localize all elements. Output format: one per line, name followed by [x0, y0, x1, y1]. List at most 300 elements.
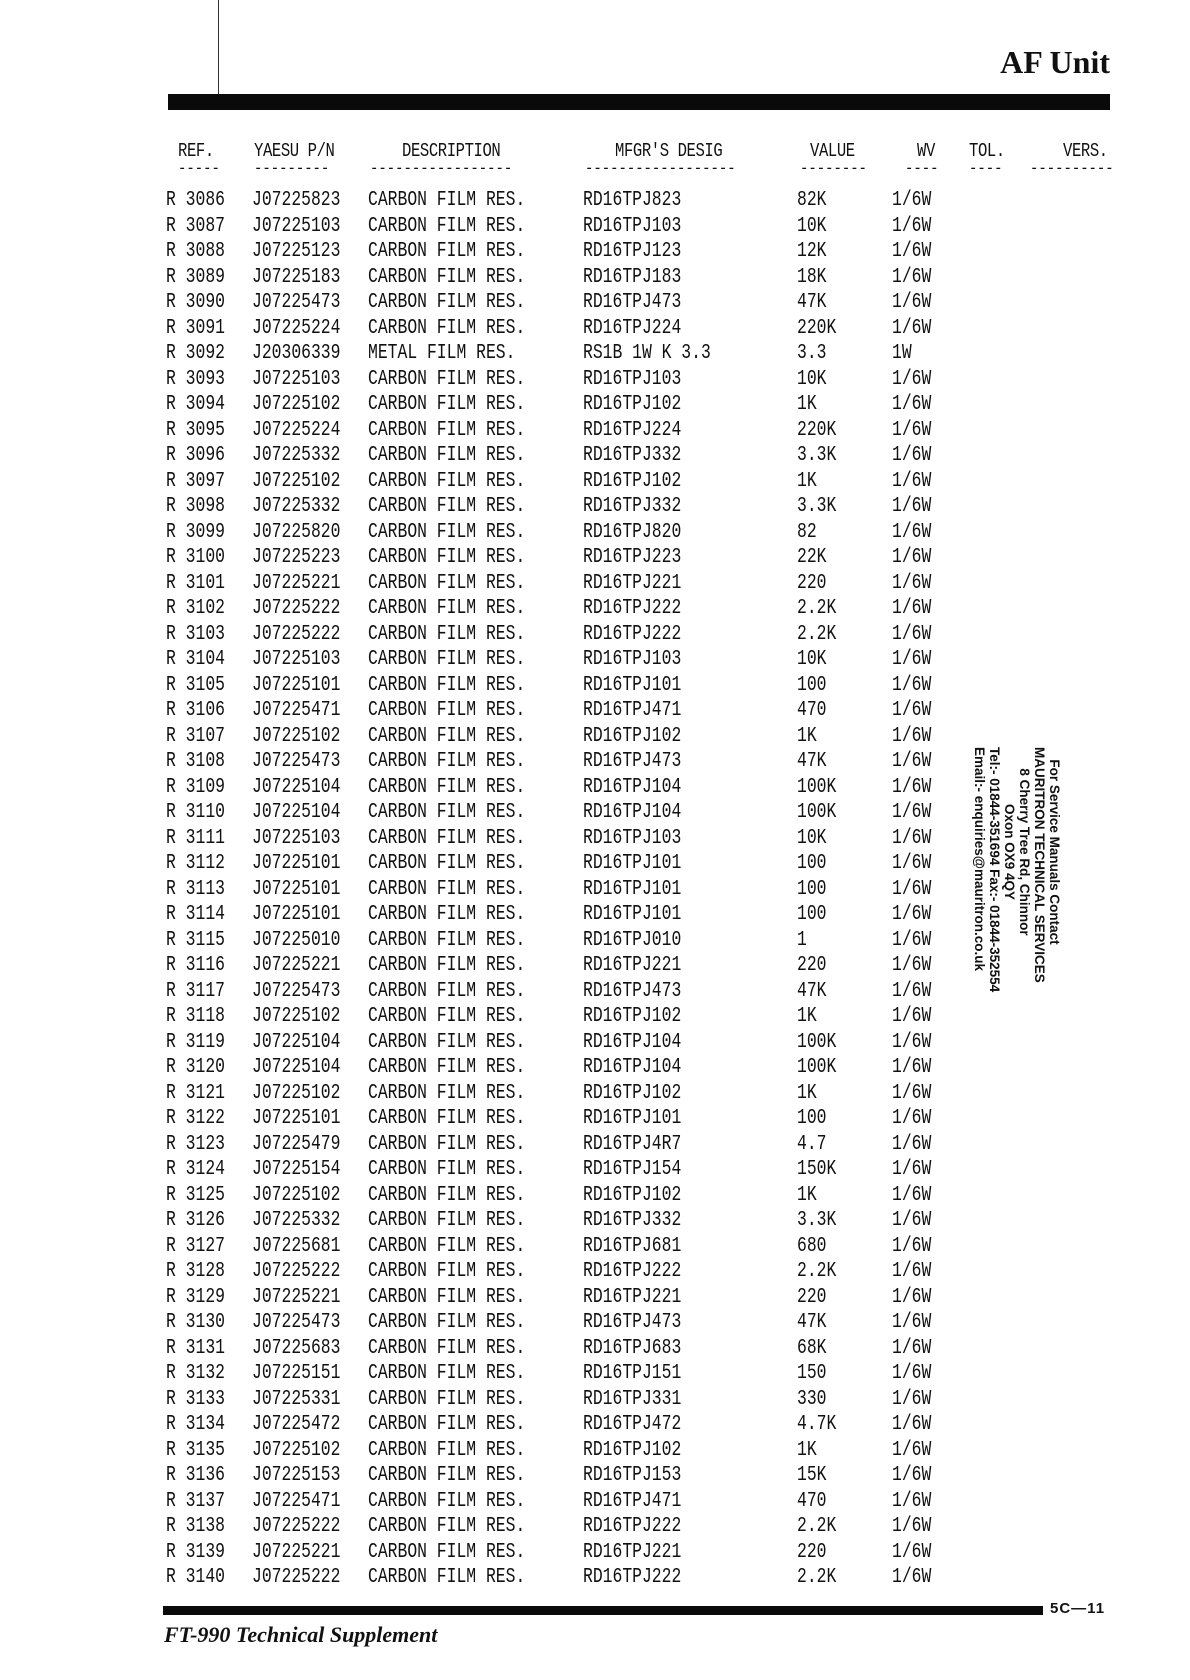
ref-cell: R 3114 — [166, 903, 225, 926]
description-cell: CARBON FILM RES. — [368, 444, 526, 467]
part-number-cell: J07225224 — [252, 418, 341, 442]
table-row — [0, 1132, 1190, 1158]
description-cell: CARBON FILM RES. — [368, 928, 526, 952]
value-cell: 220K — [797, 316, 837, 340]
value-cell: 2.2K — [797, 1260, 837, 1283]
description-cell: CARBON FILM RES. — [368, 214, 526, 238]
mfgr-desig-cell: RD16TPJ473 — [583, 979, 682, 1003]
value-cell: 3.3 — [797, 342, 827, 365]
mfgr-desig-cell: RD16TPJ221 — [583, 571, 682, 595]
part-number-cell: J07225820 — [252, 520, 341, 544]
table-row — [0, 443, 1190, 469]
value-cell: 4.7K — [797, 1413, 837, 1436]
wattage-cell: 1/6W — [892, 240, 932, 263]
description-cell: CARBON FILM RES. — [368, 597, 526, 620]
table-row — [0, 1361, 1190, 1387]
ref-cell: R 3108 — [166, 750, 225, 773]
part-number-cell: J07225221 — [252, 571, 341, 595]
part-number-cell: J07225221 — [252, 1540, 341, 1564]
description-cell: CARBON FILM RES. — [368, 1311, 526, 1334]
part-number-cell: J07225471 — [252, 1489, 341, 1513]
ref-cell: R 3106 — [166, 699, 225, 722]
value-cell: 330 — [797, 1387, 827, 1411]
wattage-cell: 1/6W — [892, 495, 932, 518]
value-cell: 2.2K — [797, 622, 837, 646]
part-number-cell: J07225683 — [252, 1336, 341, 1360]
ref-cell: R 3119 — [166, 1030, 225, 1054]
table-row — [0, 1234, 1190, 1260]
part-number-cell: J07225102 — [252, 724, 341, 748]
wattage-cell: 1/6W — [892, 1260, 932, 1283]
stamp-line: Oxon OX9 4QY — [1002, 803, 1017, 901]
wattage-cell: 1/6W — [892, 571, 932, 595]
table-row — [0, 647, 1190, 673]
value-cell: 100 — [797, 673, 827, 697]
wattage-cell: 1/6W — [892, 979, 932, 1003]
ref-cell: R 3096 — [166, 444, 225, 467]
description-cell: CARBON FILM RES. — [368, 367, 526, 391]
col-dash-pn: --------- — [254, 160, 330, 179]
table-row — [0, 214, 1190, 240]
ref-cell: R 3093 — [166, 367, 225, 391]
ref-cell: R 3097 — [166, 469, 225, 493]
mfgr-desig-cell: RD16TPJ224 — [583, 316, 682, 340]
col-dash-vers: ---------- — [1030, 160, 1114, 179]
wattage-cell: 1/6W — [892, 444, 932, 467]
wattage-cell: 1/6W — [892, 1515, 932, 1538]
value-cell: 15K — [797, 1464, 827, 1487]
ref-cell: R 3120 — [166, 1056, 225, 1079]
part-number-cell: J07225104 — [252, 1030, 341, 1054]
part-number-cell: J07225101 — [252, 1107, 341, 1130]
part-number-cell: J07225102 — [252, 1005, 341, 1028]
part-number-cell: J07225823 — [252, 189, 341, 212]
part-number-cell: J07225102 — [252, 469, 341, 493]
value-cell: 220 — [797, 1540, 827, 1564]
col-header-mfgr: MFGR'S DESIG — [615, 140, 723, 162]
mfgr-desig-cell: RD16TPJ820 — [583, 520, 682, 544]
wattage-cell: 1/6W — [892, 954, 932, 977]
mfgr-desig-cell: RD16TPJ331 — [583, 1387, 682, 1411]
table-row — [0, 673, 1190, 699]
part-number-cell: J07225103 — [252, 367, 341, 391]
stamp-line: 8 Cherry Tree Rd, Chinnor — [1017, 768, 1032, 936]
description-cell: CARBON FILM RES. — [368, 1056, 526, 1079]
ref-cell: R 3118 — [166, 1005, 225, 1028]
mfgr-desig-cell: RD16TPJ221 — [583, 1285, 682, 1309]
mfgr-desig-cell: RD16TPJ103 — [583, 367, 682, 391]
mfgr-desig-cell: RD16TPJ471 — [583, 1489, 682, 1513]
value-cell: 1 — [797, 928, 807, 952]
table-row — [0, 1004, 1190, 1030]
ref-cell: R 3102 — [166, 597, 225, 620]
page-title: AF Unit — [1000, 44, 1110, 80]
value-cell: 100K — [797, 1056, 837, 1079]
part-number-cell: J07225681 — [252, 1234, 341, 1258]
wattage-cell: 1/6W — [892, 775, 932, 799]
ref-cell: R 3133 — [166, 1387, 225, 1411]
description-cell: CARBON FILM RES. — [368, 801, 526, 824]
value-cell: 220 — [797, 571, 827, 595]
table-row — [0, 1055, 1190, 1081]
description-cell: CARBON FILM RES. — [368, 699, 526, 722]
table-row — [0, 596, 1190, 622]
description-cell: CARBON FILM RES. — [368, 1030, 526, 1054]
description-cell: CARBON FILM RES. — [368, 1566, 526, 1589]
description-cell: CARBON FILM RES. — [368, 418, 526, 442]
wattage-cell: 1/6W — [892, 1158, 932, 1181]
description-cell: CARBON FILM RES. — [368, 775, 526, 799]
wattage-cell: 1/6W — [892, 928, 932, 952]
table-row — [0, 418, 1190, 444]
table-row — [0, 239, 1190, 265]
part-number-cell: J07225332 — [252, 495, 341, 518]
description-cell: CARBON FILM RES. — [368, 826, 526, 850]
part-number-cell: J07225222 — [252, 622, 341, 646]
stamp-line: Tel:- 01844-351694 Fax:- 01844-352554 — [987, 747, 1002, 993]
table-row — [0, 1438, 1190, 1464]
ref-cell: R 3101 — [166, 571, 225, 595]
value-cell: 2.2K — [797, 597, 837, 620]
description-cell: CARBON FILM RES. — [368, 954, 526, 977]
wattage-cell: 1/6W — [892, 1183, 932, 1207]
part-number-cell: J07225332 — [252, 444, 341, 467]
part-number-cell: J20306339 — [252, 342, 341, 365]
stamp-line: Email:- enquiries@mauritron.co.uk — [972, 747, 987, 971]
table-row — [0, 1259, 1190, 1285]
mfgr-desig-cell: RS1B 1W K 3.3 — [583, 342, 711, 365]
value-cell: 220K — [797, 418, 837, 442]
col-dash-desc: ----------------- — [370, 160, 513, 179]
description-cell: CARBON FILM RES. — [368, 520, 526, 544]
description-cell: CARBON FILM RES. — [368, 750, 526, 773]
mfgr-desig-cell: RD16TPJ681 — [583, 1234, 682, 1258]
mfgr-desig-cell: RD16TPJ102 — [583, 1005, 682, 1028]
wattage-cell: 1/6W — [892, 1285, 932, 1309]
ref-cell: R 3129 — [166, 1285, 225, 1309]
wattage-cell: 1/6W — [892, 469, 932, 493]
ref-cell: R 3095 — [166, 418, 225, 442]
wattage-cell: 1/6W — [892, 1030, 932, 1054]
table-row — [0, 1412, 1190, 1438]
table-row — [0, 1157, 1190, 1183]
mfgr-desig-cell: RD16TPJ104 — [583, 1030, 682, 1054]
description-cell: CARBON FILM RES. — [368, 1081, 526, 1105]
table-row — [0, 265, 1190, 291]
part-number-cell: J07225102 — [252, 1081, 341, 1105]
description-cell: CARBON FILM RES. — [368, 189, 526, 212]
mfgr-desig-cell: RD16TPJ473 — [583, 291, 682, 314]
mfgr-desig-cell: RD16TPJ103 — [583, 648, 682, 671]
value-cell: 100 — [797, 877, 827, 901]
col-header-value: VALUE — [810, 140, 855, 162]
part-number-cell: J07225104 — [252, 775, 341, 799]
ref-cell: R 3113 — [166, 877, 225, 901]
description-cell: CARBON FILM RES. — [368, 393, 526, 416]
ref-cell: R 3127 — [166, 1234, 225, 1258]
table-row — [0, 1514, 1190, 1540]
part-number-cell: J07225103 — [252, 648, 341, 671]
mfgr-desig-cell: RD16TPJ101 — [583, 673, 682, 697]
ref-cell: R 3115 — [166, 928, 225, 952]
value-cell: 1K — [797, 1005, 817, 1028]
description-cell: CARBON FILM RES. — [368, 316, 526, 340]
mfgr-desig-cell: RD16TPJ332 — [583, 495, 682, 518]
wattage-cell: 1/6W — [892, 520, 932, 544]
wattage-cell: 1/6W — [892, 852, 932, 875]
description-cell: CARBON FILM RES. — [368, 1413, 526, 1436]
description-cell: CARBON FILM RES. — [368, 1387, 526, 1411]
part-number-cell: J07225224 — [252, 316, 341, 340]
header-rule — [168, 94, 1110, 110]
ref-cell: R 3126 — [166, 1209, 225, 1232]
value-cell: 47K — [797, 1311, 827, 1334]
description-cell: CARBON FILM RES. — [368, 1540, 526, 1564]
wattage-cell: 1/6W — [892, 826, 932, 850]
value-cell: 150 — [797, 1362, 827, 1385]
wattage-cell: 1/6W — [892, 189, 932, 212]
mfgr-desig-cell: RD16TPJ104 — [583, 801, 682, 824]
col-header-ref: REF. — [178, 140, 214, 162]
mfgr-desig-cell: RD16TPJ102 — [583, 1081, 682, 1105]
mfgr-desig-cell: RD16TPJ223 — [583, 546, 682, 569]
table-row — [0, 1387, 1190, 1413]
table-row — [0, 1208, 1190, 1234]
part-number-cell: J07225471 — [252, 699, 341, 722]
part-number-cell: J07225104 — [252, 801, 341, 824]
ref-cell: R 3086 — [166, 189, 225, 212]
mfgr-desig-cell: RD16TPJ101 — [583, 877, 682, 901]
part-number-cell: J07225103 — [252, 826, 341, 850]
wattage-cell: 1/6W — [892, 597, 932, 620]
part-number-cell: J07225472 — [252, 1413, 341, 1436]
description-cell: CARBON FILM RES. — [368, 1438, 526, 1462]
ref-cell: R 3122 — [166, 1107, 225, 1130]
description-cell: CARBON FILM RES. — [368, 1209, 526, 1232]
part-number-cell: J07225223 — [252, 546, 341, 569]
part-number-cell: J07225473 — [252, 1311, 341, 1334]
value-cell: 680 — [797, 1234, 827, 1258]
wattage-cell: 1/6W — [892, 1464, 932, 1487]
table-row — [0, 290, 1190, 316]
part-number-cell: J07225473 — [252, 291, 341, 314]
value-cell: 1K — [797, 469, 817, 493]
mfgr-desig-cell: RD16TPJ153 — [583, 1464, 682, 1487]
wattage-cell: 1/6W — [892, 265, 932, 289]
table-row — [0, 1463, 1190, 1489]
mfgr-desig-cell: RD16TPJ151 — [583, 1362, 682, 1385]
mfgr-desig-cell: RD16TPJ224 — [583, 418, 682, 442]
ref-cell: R 3138 — [166, 1515, 225, 1538]
wattage-cell: 1/6W — [892, 1005, 932, 1028]
ref-cell: R 3092 — [166, 342, 225, 365]
value-cell: 1K — [797, 1081, 817, 1105]
wattage-cell: 1/6W — [892, 393, 932, 416]
table-row — [0, 698, 1190, 724]
ref-cell: R 3103 — [166, 622, 225, 646]
table-row — [0, 1336, 1190, 1362]
description-cell: CARBON FILM RES. — [368, 903, 526, 926]
mfgr-desig-cell: RD16TPJ102 — [583, 1183, 682, 1207]
stamp-line: MAURITRON TECHNICAL SERVICES — [1032, 747, 1047, 983]
value-cell: 82K — [797, 189, 827, 212]
value-cell: 3.3K — [797, 444, 837, 467]
table-row — [0, 1106, 1190, 1132]
wattage-cell: 1/6W — [892, 648, 932, 671]
mfgr-desig-cell: RD16TPJ102 — [583, 724, 682, 748]
part-number-cell: J07225101 — [252, 852, 341, 875]
mfgr-desig-cell: RD16TPJ222 — [583, 597, 682, 620]
wattage-cell: 1/6W — [892, 1056, 932, 1079]
table-row — [0, 1081, 1190, 1107]
description-cell: CARBON FILM RES. — [368, 495, 526, 518]
part-number-cell: J07225010 — [252, 928, 341, 952]
wattage-cell: 1/6W — [892, 699, 932, 722]
ref-cell: R 3087 — [166, 214, 225, 238]
part-number-cell: J07225153 — [252, 1464, 341, 1487]
table-row — [0, 316, 1190, 342]
description-cell: CARBON FILM RES. — [368, 852, 526, 875]
value-cell: 2.2K — [797, 1515, 837, 1538]
ref-cell: R 3128 — [166, 1260, 225, 1283]
table-row — [0, 545, 1190, 571]
table-row — [0, 520, 1190, 546]
value-cell: 47K — [797, 979, 827, 1003]
table-row — [0, 188, 1190, 214]
ref-cell: R 3091 — [166, 316, 225, 340]
table-row — [0, 469, 1190, 495]
value-cell: 150K — [797, 1158, 837, 1181]
description-cell: CARBON FILM RES. — [368, 469, 526, 493]
mfgr-desig-cell: RD16TPJ154 — [583, 1158, 682, 1181]
description-cell: CARBON FILM RES. — [368, 1107, 526, 1130]
mfgr-desig-cell: RD16TPJ101 — [583, 852, 682, 875]
value-cell: 22K — [797, 546, 827, 569]
col-dash-tol: ---- — [969, 160, 1003, 179]
ref-cell: R 3117 — [166, 979, 225, 1003]
description-cell: CARBON FILM RES. — [368, 673, 526, 697]
ref-cell: R 3110 — [166, 801, 225, 824]
footer-title: FT-990 Technical Supplement — [164, 1622, 438, 1647]
value-cell: 100 — [797, 903, 827, 926]
col-header-pn: YAESU P/N — [254, 140, 335, 162]
stamp-line: For Service Manuals Contact — [1047, 759, 1062, 945]
description-cell: CARBON FILM RES. — [368, 724, 526, 748]
description-cell: CARBON FILM RES. — [368, 979, 526, 1003]
mfgr-desig-cell: RD16TPJ473 — [583, 1311, 682, 1334]
wattage-cell: 1/6W — [892, 903, 932, 926]
wattage-cell: 1W — [892, 342, 912, 365]
wattage-cell: 1/6W — [892, 1489, 932, 1513]
description-cell: CARBON FILM RES. — [368, 1362, 526, 1385]
table-row — [0, 622, 1190, 648]
description-cell: CARBON FILM RES. — [368, 265, 526, 289]
page-number: 5C—11 — [1050, 1600, 1106, 1617]
ref-cell: R 3137 — [166, 1489, 225, 1513]
table-row — [0, 1310, 1190, 1336]
ref-cell: R 3104 — [166, 648, 225, 671]
ref-cell: R 3123 — [166, 1132, 225, 1156]
mfgr-desig-cell: RD16TPJ101 — [583, 1107, 682, 1130]
description-cell: CARBON FILM RES. — [368, 1489, 526, 1513]
wattage-cell: 1/6W — [892, 1413, 932, 1436]
value-cell: 12K — [797, 240, 827, 263]
part-number-cell: J07225222 — [252, 1566, 341, 1589]
mfgr-desig-cell: RD16TPJ221 — [583, 1540, 682, 1564]
ref-cell: R 3105 — [166, 673, 225, 697]
part-number-cell: J07225221 — [252, 954, 341, 977]
description-cell: CARBON FILM RES. — [368, 1336, 526, 1360]
description-cell: CARBON FILM RES. — [368, 1464, 526, 1487]
part-number-cell: J07225332 — [252, 1209, 341, 1232]
mfgr-desig-cell: RD16TPJ4R7 — [583, 1132, 682, 1156]
mfgr-desig-cell: RD16TPJ102 — [583, 393, 682, 416]
value-cell: 10K — [797, 826, 827, 850]
wattage-cell: 1/6W — [892, 1234, 932, 1258]
description-cell: CARBON FILM RES. — [368, 1515, 526, 1538]
value-cell: 100 — [797, 852, 827, 875]
ref-cell: R 3136 — [166, 1464, 225, 1487]
ref-cell: R 3094 — [166, 393, 225, 416]
table-row — [0, 392, 1190, 418]
mfgr-desig-cell: RD16TPJ683 — [583, 1336, 682, 1360]
value-cell: 100K — [797, 775, 837, 799]
part-number-cell: J07225222 — [252, 1260, 341, 1283]
value-cell: 1K — [797, 1183, 817, 1207]
ref-cell: R 3109 — [166, 775, 225, 799]
mfgr-desig-cell: RD16TPJ332 — [583, 444, 682, 467]
ref-cell: R 3088 — [166, 240, 225, 263]
col-header-tol: TOL. — [969, 140, 1005, 162]
part-number-cell: J07225102 — [252, 1438, 341, 1462]
part-number-cell: J07225222 — [252, 1515, 341, 1538]
wattage-cell: 1/6W — [892, 1540, 932, 1564]
ref-cell: R 3124 — [166, 1158, 225, 1181]
ref-cell: R 3121 — [166, 1081, 225, 1105]
value-cell: 10K — [797, 367, 827, 391]
ref-cell: R 3090 — [166, 291, 225, 314]
value-cell: 220 — [797, 1285, 827, 1309]
description-cell: CARBON FILM RES. — [368, 240, 526, 263]
mfgr-desig-cell: RD16TPJ010 — [583, 928, 682, 952]
value-cell: 3.3K — [797, 1209, 837, 1232]
mfgr-desig-cell: RD16TPJ222 — [583, 622, 682, 646]
table-row — [0, 1285, 1190, 1311]
wattage-cell: 1/6W — [892, 291, 932, 314]
ref-cell: R 3098 — [166, 495, 225, 518]
description-cell: CARBON FILM RES. — [368, 291, 526, 314]
part-number-cell: J07225221 — [252, 1285, 341, 1309]
description-cell: CARBON FILM RES. — [368, 571, 526, 595]
table-row — [0, 1183, 1190, 1209]
ref-cell: R 3089 — [166, 265, 225, 289]
part-number-cell: J07225473 — [252, 979, 341, 1003]
mfgr-desig-cell: RD16TPJ222 — [583, 1260, 682, 1283]
description-cell: CARBON FILM RES. — [368, 648, 526, 671]
description-cell: CARBON FILM RES. — [368, 546, 526, 569]
col-header-vers: VERS. — [1063, 140, 1108, 162]
part-number-cell: J07225103 — [252, 214, 341, 238]
value-cell: 82 — [797, 520, 817, 544]
description-cell: CARBON FILM RES. — [368, 1158, 526, 1181]
wattage-cell: 1/6W — [892, 1362, 932, 1385]
value-cell: 4.7 — [797, 1132, 827, 1156]
mfgr-desig-cell: RD16TPJ471 — [583, 699, 682, 722]
part-number-cell: J07225102 — [252, 393, 341, 416]
value-cell: 100K — [797, 1030, 837, 1054]
mfgr-desig-cell: RD16TPJ104 — [583, 1056, 682, 1079]
table-row — [0, 1565, 1190, 1591]
